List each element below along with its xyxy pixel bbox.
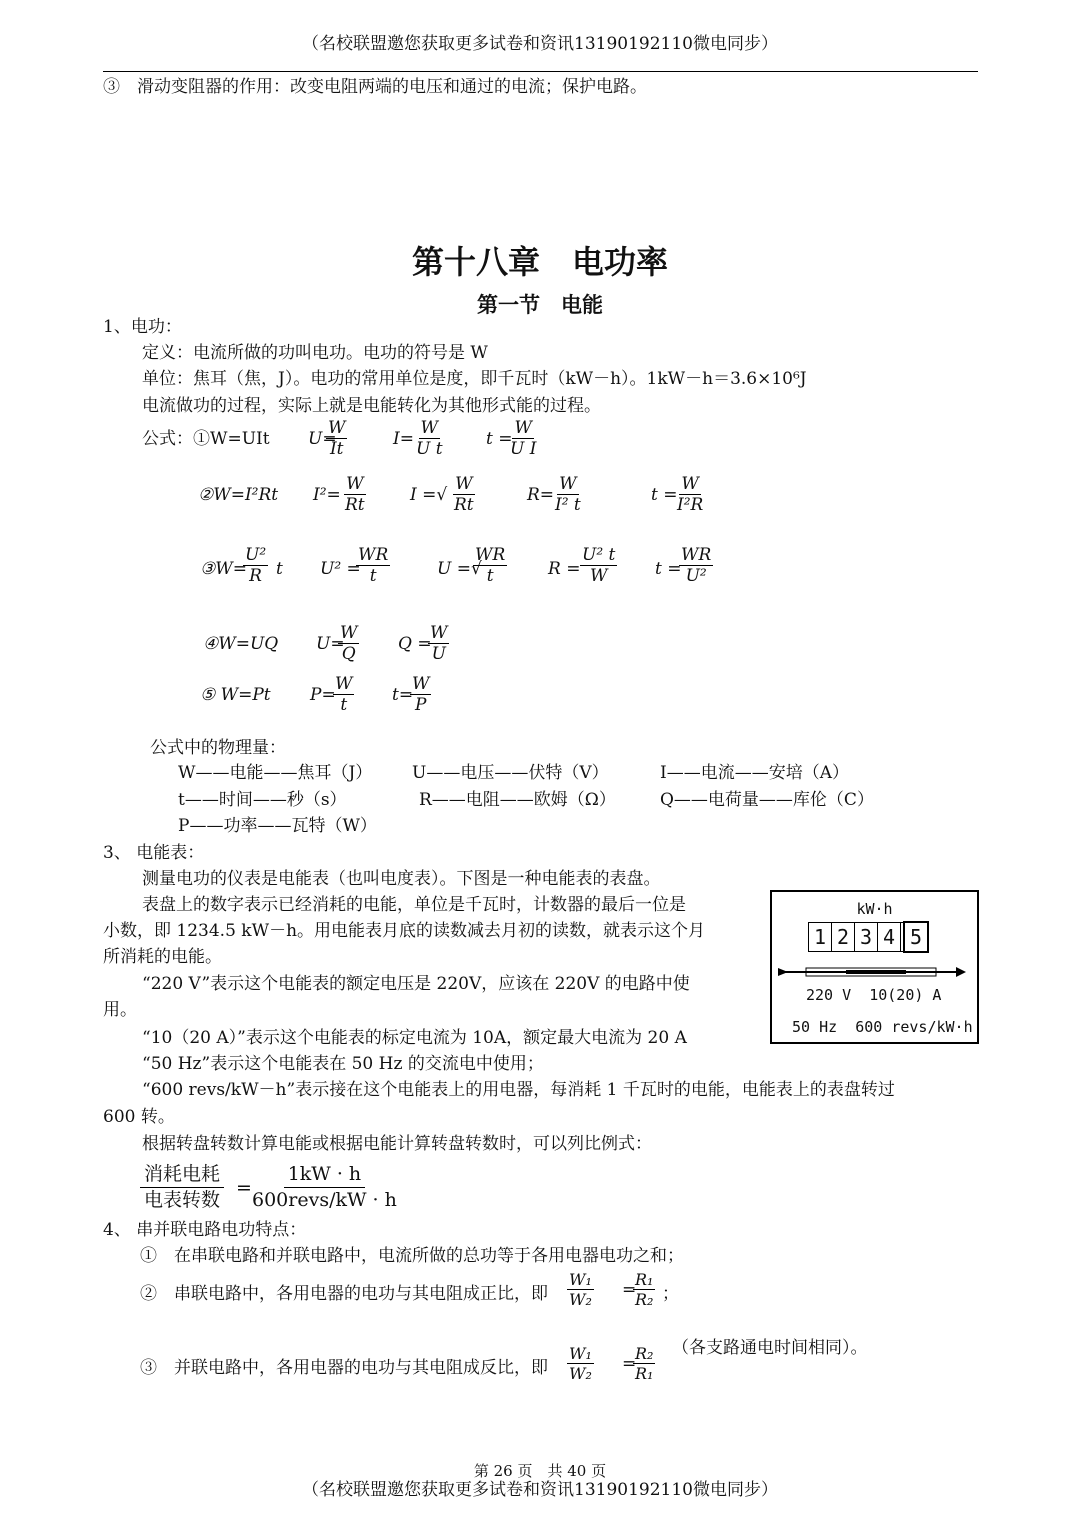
- intro-line: ③ 滑动变阻器的作用：改变电阻两端的电压和通过的电流；保护电路。: [103, 77, 647, 97]
- meter-voltage: 220 V: [806, 986, 852, 1004]
- f1-i-den: U t: [416, 439, 443, 460]
- f3-main-den: R: [249, 566, 262, 587]
- f3-d-num: WR: [681, 545, 712, 565]
- f3-c-fraction: [580, 545, 617, 587]
- f1-u-fraction: [326, 418, 347, 460]
- page-number: 第 26 页 共 40 页: [473, 1462, 607, 1480]
- s4-item2-right-fraction: [633, 1270, 655, 1309]
- f3-b-num: WR: [475, 545, 506, 565]
- meter-digit: 1: [809, 923, 832, 951]
- f4-b-num: W: [430, 623, 448, 643]
- s4-item2-left-den: W₂: [569, 1290, 592, 1310]
- ratio-left-den: 电表转数: [144, 1188, 221, 1211]
- f5-b-den: P: [415, 695, 427, 716]
- f2-a-fraction: [343, 474, 367, 516]
- f2-b-fraction: [452, 474, 476, 516]
- f4-a-num: W: [340, 623, 358, 643]
- s3-p2a: 表盘上的数字表示已经消耗的电能，单位是千瓦时，计数器的最后一位是: [142, 895, 686, 915]
- s1-definition: 定义：电流所做的功叫电功。电功的符号是 W: [142, 343, 488, 363]
- quantity-q: Q——电荷量——库伦（C）: [660, 790, 874, 810]
- quantity-w: W——电能——焦耳（J）: [178, 763, 373, 783]
- f3-c-lhs: R =: [548, 559, 581, 579]
- meter-disc-arrow-icon: [776, 966, 966, 978]
- f3-main-num: U²: [245, 545, 267, 565]
- ratio-right-den: 600revs/kW · h: [252, 1188, 397, 1211]
- s4-item3-right-num: R₂: [635, 1344, 654, 1363]
- f1-u-num: W: [328, 418, 346, 438]
- s3-p4: “10（20 A）”表示这个电能表的标定电流为 10A，额定最大电流为 20 A: [142, 1028, 687, 1048]
- f4-a-den: Q: [341, 644, 356, 665]
- f2-d-fraction: [675, 474, 705, 516]
- f2-c-lhs: R=: [527, 485, 555, 505]
- f3-b-lhs: U =√: [437, 559, 482, 579]
- f2-c-fraction: [553, 474, 583, 516]
- s4-item3-equals: =: [622, 1354, 637, 1374]
- f3-b-den: t: [486, 566, 494, 587]
- f1-i-lhs: I=: [393, 429, 414, 449]
- f3-a-fraction: [356, 545, 390, 587]
- f1-i-fraction: [414, 418, 445, 460]
- s3-p2c: 所消耗的电能。: [103, 947, 222, 967]
- meter-digit: 3: [855, 923, 878, 951]
- f3-c-den: W: [589, 566, 608, 587]
- ratio-left: [140, 1162, 224, 1212]
- f3-a-num: WR: [358, 545, 389, 565]
- page-header: （名校联盟邀您获取更多试卷和资讯13190192110微电同步）: [302, 34, 778, 54]
- f4-b-den: U: [431, 644, 446, 665]
- s4-item3: ③ 并联电路中，各用电器的电功与其电阻成反比，即: [140, 1358, 548, 1378]
- meter-frequency: 50 Hz: [792, 1018, 838, 1036]
- f5-b-fraction: [410, 674, 431, 716]
- f2-a-lhs: I²=: [313, 485, 341, 505]
- f5-a-den: t: [340, 695, 348, 716]
- f4-b-lhs: Q =: [398, 634, 432, 654]
- s4-item2-right-den: R₂: [635, 1290, 654, 1310]
- f3-b-fraction: [473, 545, 507, 587]
- f2-d-den: I²R: [677, 495, 704, 516]
- s3-p5: “50 Hz”表示这个电能表在 50 Hz 的交流电中使用；: [142, 1054, 544, 1074]
- quantity-r: R——电阻——欧姆（Ω）: [419, 790, 616, 810]
- f1-t-fraction: [508, 418, 538, 460]
- f5-b-lhs: t=: [392, 685, 414, 705]
- s4-item2-left-fraction: [567, 1270, 594, 1309]
- s3-p2b: 小数，即 1234.5 kW－h。用电能表月底的读数减去月初的读数，就表示这个月: [103, 921, 706, 941]
- f5-main: ⑤ W=Pt: [200, 685, 271, 705]
- f2-c-num: W: [559, 474, 577, 494]
- s4-item3-left-fraction: [567, 1344, 594, 1383]
- f2-b-lhs: I =√: [410, 485, 448, 505]
- s1-process: 电流做功的过程，实际上就是电能转化为其他形式能的过程。: [142, 396, 601, 416]
- f5-a-num: W: [335, 674, 353, 694]
- s3-p3b: 用。: [103, 1000, 137, 1020]
- quantity-i: I——电流——安培（A）: [660, 763, 849, 783]
- f3-main-fraction: [243, 545, 268, 587]
- s4-item3-right-den: R₁: [635, 1364, 654, 1384]
- f3-a-den: t: [369, 566, 377, 587]
- page-footer: （名校联盟邀您获取更多试卷和资讯13190192110微电同步）: [302, 1480, 778, 1500]
- meter-digit: 4: [878, 923, 901, 951]
- f1-u-den: It: [329, 439, 344, 460]
- s3-heading: 3、 电能表：: [103, 843, 205, 863]
- s4-item2: ② 串联电路中，各用电器的电功与其电阻成正比，即: [140, 1284, 548, 1304]
- f2-a-num: W: [346, 474, 364, 494]
- f1-t-lhs: t =: [486, 429, 513, 449]
- meter-revs: 600 revs/kW·h: [855, 1018, 973, 1036]
- f3-main-t: t: [276, 559, 283, 579]
- f3-d-lhs: t =: [655, 559, 682, 579]
- meter-current: 10(20) A: [869, 986, 942, 1004]
- s1-heading: 1、电功：: [103, 317, 182, 337]
- f4-a-fraction: [338, 623, 359, 665]
- s4-item2-equals: =: [622, 1280, 637, 1300]
- ratio-right-num: 1kW · h: [284, 1162, 366, 1188]
- meter-digit: 2: [832, 923, 855, 951]
- s4-item3-end: （各支路通电时间相同）。: [672, 1338, 868, 1358]
- energy-meter-dial: [770, 890, 979, 1044]
- meter-unit: kW·h: [856, 900, 893, 918]
- ratio-left-num: 消耗电耗: [140, 1162, 224, 1188]
- chapter-title: 第十八章 电功率: [411, 243, 668, 281]
- f2-d-lhs: t =: [651, 485, 678, 505]
- meter-digits: [808, 922, 928, 952]
- s3-p6b: 600 转。: [103, 1107, 175, 1127]
- quantities-label: 公式中的物理量：: [150, 738, 286, 758]
- f5-a-lhs: P=: [310, 685, 336, 705]
- s3-p1: 测量电功的仪表是电能表（也叫电度表）。下图是一种电能表的表盘。: [142, 869, 661, 889]
- f2-b-den: Rt: [454, 495, 474, 516]
- f1-i-num: W: [420, 418, 439, 438]
- f2-d-num: W: [681, 474, 699, 494]
- s4-item1: ① 在串联电路和并联电路中，电流所做的总功等于各用电器电功之和；: [140, 1246, 684, 1266]
- s4-item2-end: ；: [662, 1284, 679, 1304]
- section-title: 第一节 电能: [477, 293, 603, 317]
- f4-main: ④W=UQ: [203, 634, 279, 654]
- s4-item3-right-fraction: [633, 1344, 655, 1383]
- formula-label: 公式：①W=UIt: [142, 429, 270, 449]
- s4-item2-right-num: R₁: [635, 1270, 654, 1289]
- f4-a-lhs: U=: [316, 634, 345, 654]
- f2-main: ②W=I²Rt: [198, 485, 279, 505]
- s3-p3a: “220 V”表示这个电能表的额定电压是 220V，应该在 220V 的电路中使: [142, 974, 690, 994]
- s3-p7: 根据转盘转数计算电能或根据电能计算转盘转数时，可以列比例式：: [142, 1134, 652, 1154]
- s4-item3-left-den: W₂: [569, 1364, 592, 1384]
- f3-d-fraction: [679, 545, 713, 587]
- f3-a-lhs: U² =: [320, 559, 361, 579]
- f2-a-den: Rt: [345, 495, 365, 516]
- s1-unit: 单位：焦耳（焦，J）。电功的常用单位是度，即千瓦时（kW－h）。1kW－h＝3.6×10⁶J: [142, 369, 807, 389]
- f5-a-fraction: [333, 674, 354, 716]
- meter-spec: [792, 1018, 973, 1036]
- s4-item2-left-num: W₁: [569, 1270, 592, 1289]
- s4-heading: 4、 串并联电路电功特点：: [103, 1220, 307, 1240]
- f3-main: ③W=: [200, 559, 247, 579]
- s4-item3-left-num: W₁: [569, 1344, 592, 1363]
- f3-c-num: U² t: [582, 545, 616, 565]
- f3-d-den: U²: [685, 566, 707, 587]
- meter-ratings: [806, 986, 941, 1004]
- f5-b-num: W: [412, 674, 430, 694]
- f1-u-lhs: U=: [308, 429, 337, 449]
- f1-t-den: U I: [510, 439, 537, 460]
- f1-t-num: W: [514, 418, 532, 438]
- ratio-equals: =: [236, 1177, 252, 1199]
- quantity-u: U——电压——伏特（V）: [412, 763, 609, 783]
- quantity-p: P——功率——瓦特（W）: [178, 816, 377, 836]
- f2-c-den: I² t: [555, 495, 581, 516]
- f4-b-fraction: [428, 623, 449, 665]
- s3-p6a: “600 revs/kW－h”表示接在这个电能表上的用电器，每消耗 1 千瓦时的电能，电能表上的表盘转过: [142, 1080, 895, 1100]
- ratio-right: [252, 1162, 397, 1212]
- quantity-t: t——时间——秒（s）: [178, 790, 347, 810]
- header-rule: [103, 71, 978, 72]
- f2-b-num: W: [455, 474, 473, 494]
- meter-digit-decimal: 5: [903, 921, 929, 953]
